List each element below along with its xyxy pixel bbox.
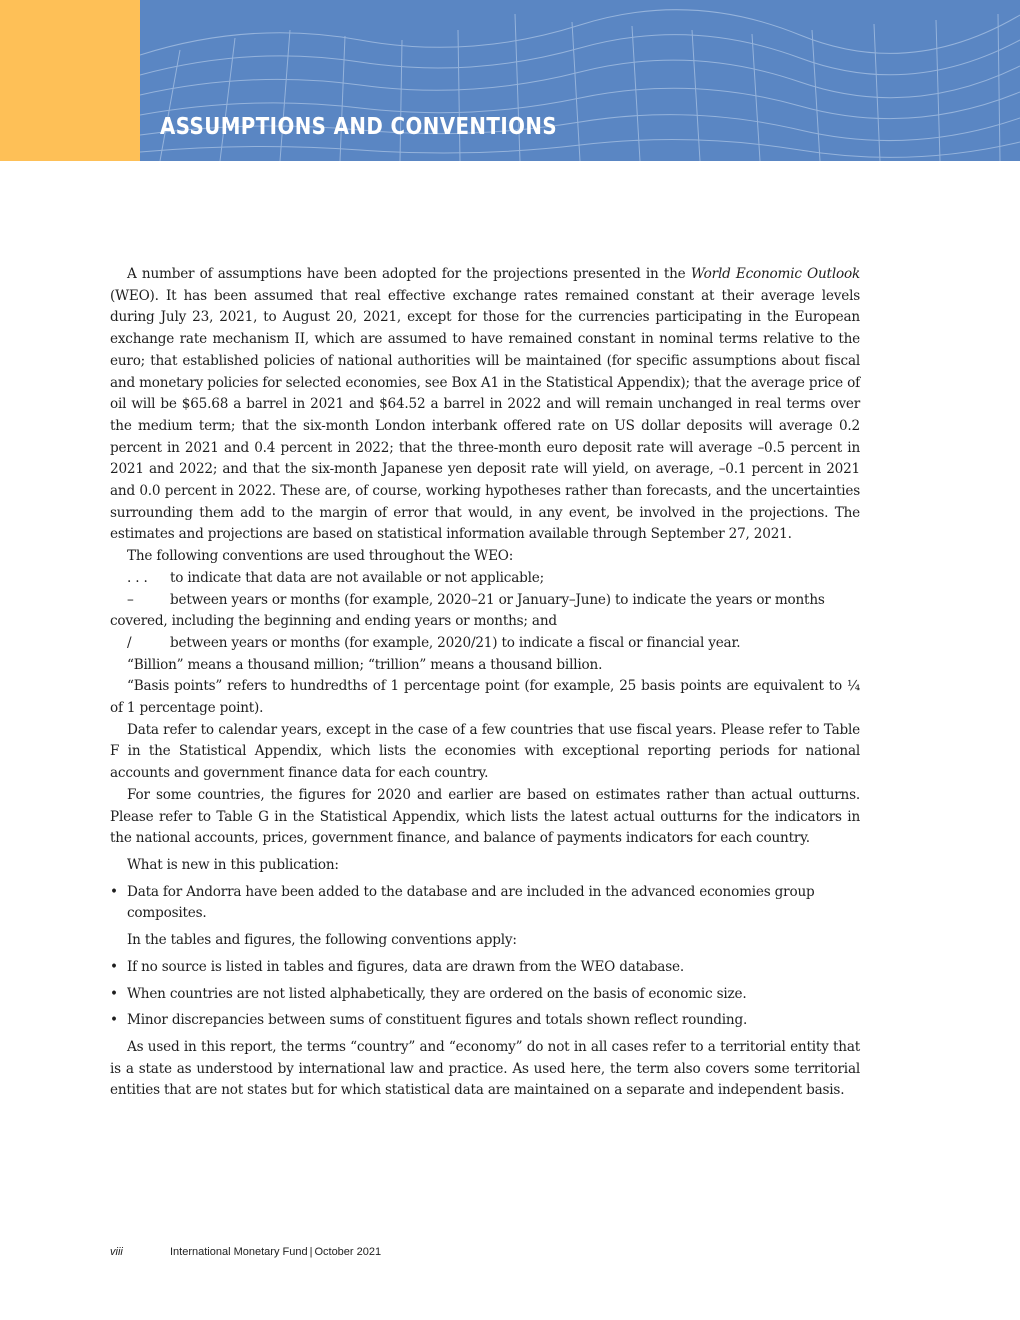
bullet-icon: •	[110, 958, 118, 975]
list-item-text: Data for Andorra have been added to the database and are included in the advanced economies group composites.	[127, 883, 815, 922]
footer-separator: |	[309, 1246, 313, 1258]
convention-symbol: /	[127, 634, 132, 651]
bullet-icon: •	[110, 883, 118, 900]
main-content	[110, 264, 860, 1102]
convention-item	[110, 633, 860, 655]
convention-text: between years or months (for example, 2020/21) to indicate a fiscal or financial year.	[170, 634, 741, 651]
new-publication-intro: What is new in this publication:	[127, 856, 339, 873]
list-item-text: If no source is listed in tables and figures, data are drawn from the WEO database.	[127, 958, 684, 975]
bullet-icon: •	[110, 1012, 118, 1029]
basis-points-definition: “Basis points” refers to hundredths of 1 percentage point (for example, 25 basis points are equivalent to ¼ of 1 percentage point).	[110, 678, 860, 717]
assumptions-lead-text: A number of assumptions have been adopted for the projections presented in the	[127, 266, 691, 282]
estimates-paragraph: For some countries, the figures for 2020 and earlier are based on estimates rather than actual outturns. Please refer to Table G in the Statistical Appendix, which lists the latest actual outturns for the indicators in the national accounts, prices, government finance, and balance of payments indicators for each country.	[110, 786, 860, 847]
list-item	[110, 984, 860, 1006]
list-item	[110, 1010, 860, 1032]
list-item	[110, 957, 860, 979]
convention-symbol: –	[127, 591, 134, 608]
accent-block	[0, 0, 140, 161]
list-item-text: Minor discrepancies between sums of constituent figures and totals shown reflect rounding.	[127, 1012, 748, 1029]
convention-item	[110, 590, 860, 633]
page-number: viii	[110, 1246, 123, 1258]
bullet-icon: •	[110, 985, 118, 1002]
conventions-intro: The following conventions are used throughout the WEO:	[127, 548, 514, 565]
page-title: ASSUMPTIONS AND CONVENTIONS	[160, 114, 558, 140]
convention-text: to indicate that data are not available or not applicable;	[170, 569, 544, 586]
convention-item	[110, 568, 860, 590]
country-note-paragraph: As used in this report, the terms “country” and “economy” do not in all cases refer to a territorial entity that is a state as understood by international law and practice. As used here, the term also covers some territorial entities that are not states but for which statistical data are maintained on a separate and independent basis.	[110, 1038, 860, 1099]
assumptions-rest-text: (WEO). It has been assumed that real effective exchange rates remained constant at their average levels during July 23, 2021, to August 20, 2021, except for those for the currencies participating in the European exchange rate mechanism II, which are assumed to have remained constant in nominal terms relative to the euro; that established policies of national authorities will be maintained (for specific assumptions about fiscal and monetary policies for selected economies, see Box A1 in the Statistical Appendix); that the average price of oil will be $65.68 a barrel in 2021 and $64.52 a barrel in 2022 and will remain unchanged in real terms over the medium term; that the six-month London interbank offered rate on US dollar deposits will average 0.2 percent in 2021 and 0.4 percent in 2022; that the three-month euro deposit rate will average –0.5 percent in 2021 and 2022; and that the six-month Japanese yen deposit rate will yield, on average, –0.1 percent in 2021 and 0.0 percent in 2022. These are, of course, working hypotheses rather than forecasts, and the uncertainties surrounding them add to the margin of error that would, in any event, be involved in the projections. The estimates and projections are based on statistical information available through September 27, 2021.	[110, 287, 860, 543]
convention-symbol: . . .	[127, 569, 148, 586]
billion-definition: “Billion” means a thousand million; “trillion” means a thousand billion.	[127, 656, 603, 673]
calendar-years-paragraph: Data refer to calendar years, except in the case of a few countries that use fiscal years. Please refer to Table F in the Statistical Appendix, which lists the economies with exceptional reporting periods for national accounts and government finance data for each country.	[110, 721, 860, 782]
header-banner	[0, 0, 1020, 161]
list-item-text: When countries are not listed alphabetically, they are ordered on the basis of economic size.	[127, 985, 747, 1002]
publication-date: October 2021	[314, 1246, 382, 1258]
list-item	[110, 882, 860, 925]
tables-intro: In the tables and figures, the following conventions apply:	[127, 932, 517, 949]
assumptions-paragraph	[110, 264, 860, 546]
publisher-name: International Monetary Fund	[170, 1246, 308, 1258]
weo-title-italic: World Economic Outlook	[690, 266, 860, 282]
page-footer	[110, 1246, 381, 1258]
convention-text: between years or months (for example, 2020–21 or January–June) to indicate the years or months covered, including the beginning and ending years or months; and	[110, 591, 825, 630]
